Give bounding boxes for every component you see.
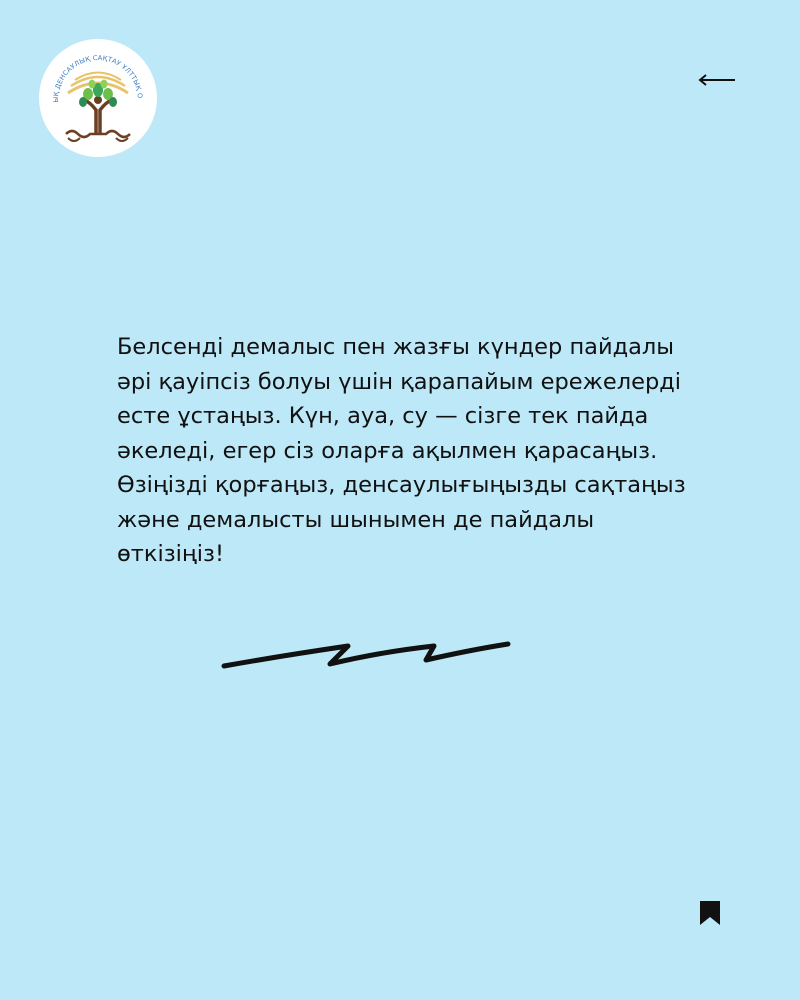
back-button[interactable]: [697, 70, 737, 90]
decorative-squiggle: [220, 630, 520, 675]
squiggle-line-icon: [220, 630, 520, 675]
organization-logo: [38, 38, 158, 158]
arrow-left-icon: [697, 70, 737, 90]
main-paragraph: Белсенді демалыс пен жазғы күндер пайдалы әрі қауіпсіз болуы үшін қарапайым ережелерді есте ұстаңыз. Күн, ауа, су — сізге тек пайда әкеледі, егер сіз оларға ақылмен қарасаңыз. Өзіңізді қорғаңыз, денсаулығыңызды сақтаңыз және демалысты шынымен де пайдалы өткізіңіз!: [117, 334, 686, 567]
logo-ring-text: ЫҚ ДЕНСАУЛЫҚ САҚТАУ ҰЛТТЫҚ О: [51, 53, 145, 103]
tree-logo-icon: [38, 38, 158, 158]
bookmark-button[interactable]: [699, 900, 721, 926]
bookmark-icon: [699, 900, 721, 926]
